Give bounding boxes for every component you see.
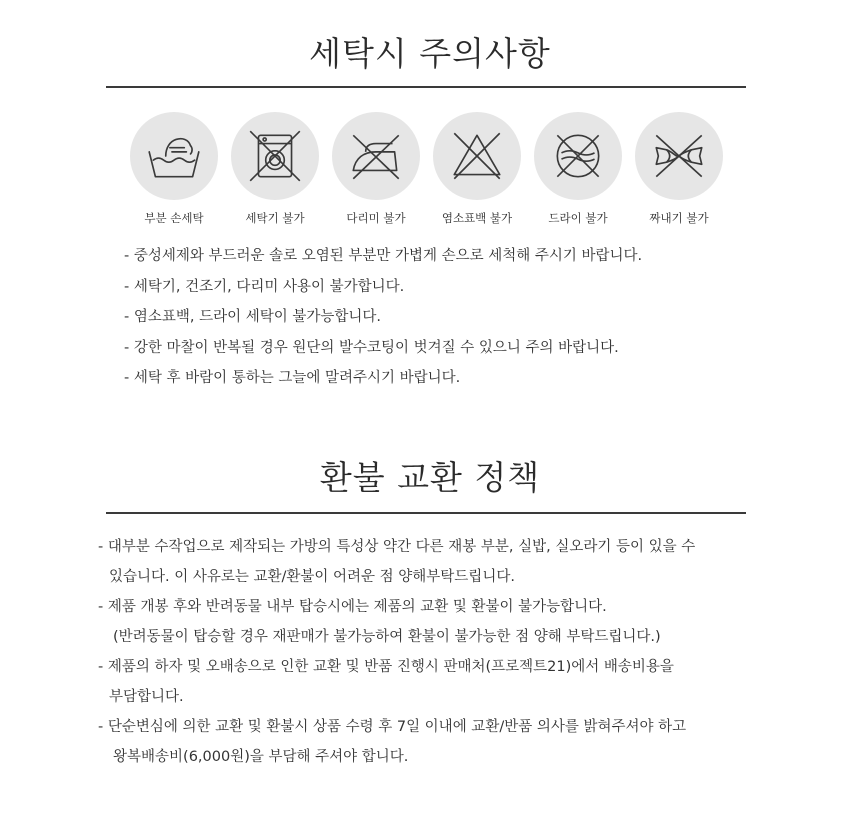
care-note: - 중성세제와 부드러운 솔로 오염된 부분만 가볍게 손으로 세척해 주시기 바랍니다.	[124, 248, 643, 264]
care-icon-label: 염소표백 불가	[441, 211, 513, 225]
care-icon-row	[126, 112, 726, 232]
care-icon-item-hand-wash	[126, 112, 222, 226]
policy-item-continuation: (반려동물이 탑승할 경우 재판매가 불가능하여 환불이 불가능한 점 양해 부탁드립니다.)	[113, 629, 661, 645]
care-icon-item-no-washing-machine	[227, 112, 323, 226]
no-bleach-icon	[446, 125, 508, 187]
care-notes-list	[124, 244, 642, 397]
care-icon-label: 세탁기 불가	[245, 211, 305, 225]
care-note: - 염소표백, 드라이 세탁이 불가능합니다.	[124, 309, 381, 325]
refund-policy-list	[98, 535, 695, 775]
no-iron-icon	[345, 125, 407, 187]
no-wring-icon	[648, 125, 710, 187]
care-icon-item-no-dry-clean	[530, 112, 626, 226]
policy-item-line: - 단순변심에 의한 교환 및 환불시 상품 수령 후 7일 이내에 교환/반품 의사를 밝혀주셔야 하고	[98, 719, 687, 735]
care-icon-item-no-iron	[328, 112, 424, 226]
policy-item-continuation: 있습니다. 이 사유로는 교환/환불이 어려운 점 양해부탁드립니다.	[109, 569, 515, 585]
policy-item	[98, 655, 695, 715]
care-icon-label: 드라이 불가	[548, 211, 608, 225]
policy-item	[98, 715, 695, 775]
policy-item-line: - 대부분 수작업으로 제작되는 가방의 특성상 약간 다른 재봉 부분, 실밥, 실오라기 등이 있을 수	[98, 539, 696, 555]
care-icon-label: 부분 손세탁	[144, 211, 204, 225]
no-washing-machine-icon	[244, 125, 306, 187]
refund-section-title: 환불 교환 정책	[319, 458, 541, 497]
refund-title-divider	[106, 512, 746, 514]
care-note: - 세탁기, 건조기, 다리미 사용이 불가합니다.	[124, 278, 405, 295]
care-note: - 세탁 후 바람이 통하는 그늘에 말려주시기 바랍니다.	[124, 370, 461, 386]
policy-item-line: - 제품의 하자 및 오배송으로 인한 교환 및 반품 진행시 판매처(프로젝트21)에서 배송비용을	[98, 659, 674, 675]
policy-item-continuation: 부담합니다.	[109, 689, 184, 705]
policy-item-line: - 제품 개봉 후와 반려동물 내부 탑승시에는 제품의 교환 및 환불이 불가능합니다.	[98, 599, 607, 615]
no-dry-clean-icon	[547, 125, 609, 187]
policy-item	[98, 595, 695, 655]
care-title-divider	[106, 86, 746, 88]
care-note: - 강한 마찰이 반복될 경우 원단의 발수코팅이 벗겨질 수 있으니 주의 바랍니다.	[124, 339, 619, 356]
care-icon-item-no-bleach	[429, 112, 525, 226]
care-icon-label: 다리미 불가	[346, 211, 406, 225]
hand-wash-icon	[143, 125, 205, 187]
care-icon-label: 짜내기 불가	[649, 211, 709, 225]
care-icon-item-no-wring	[631, 112, 727, 226]
care-section-title: 세탁시 주의사항	[309, 34, 551, 73]
policy-item	[98, 535, 695, 595]
policy-item-continuation: 왕복배송비(6,000원)을 부담해 주셔야 합니다.	[113, 749, 409, 765]
